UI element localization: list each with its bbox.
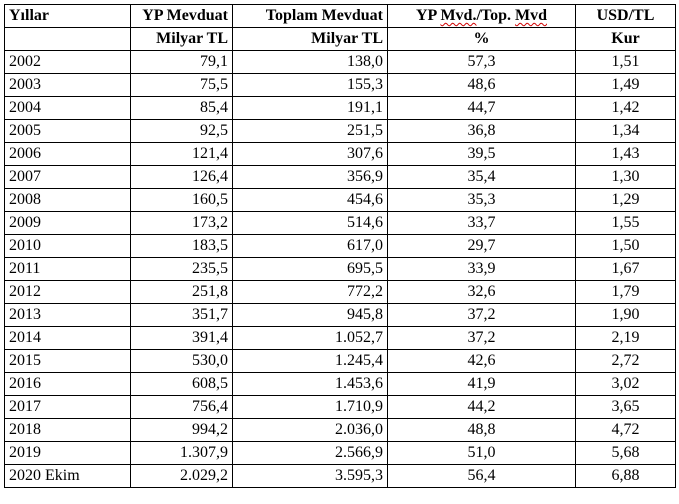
cell-usd-tl: 3,65: [576, 396, 676, 419]
table-row: [5, 189, 676, 212]
header-usd-tl: USD/TL: [576, 5, 676, 28]
cell-fx-ratio: 33,7: [388, 212, 576, 235]
cell-fx-deposit: 251,8: [131, 281, 233, 304]
cell-fx-deposit: 530,0: [131, 350, 233, 373]
unit-fx-ratio: %: [388, 28, 576, 51]
table-row: [5, 51, 676, 74]
cell-usd-tl: 2,19: [576, 327, 676, 350]
table-row: [5, 350, 676, 373]
cell-fx-deposit: 75,5: [131, 74, 233, 97]
cell-fx-deposit: 160,5: [131, 189, 233, 212]
header-fx-ratio-part4: Mvd: [515, 7, 547, 24]
cell-year: 2007: [5, 166, 131, 189]
deposit-table: [4, 4, 676, 488]
cell-year: 2016: [5, 373, 131, 396]
table-row: [5, 97, 676, 120]
cell-total-deposit: 1.245,4: [233, 350, 388, 373]
cell-fx-ratio: 51,0: [388, 442, 576, 465]
header-fx-deposit: YP Mevduat: [131, 5, 233, 28]
cell-fx-deposit: 79,1: [131, 51, 233, 74]
table-row: [5, 258, 676, 281]
cell-fx-ratio: 35,4: [388, 166, 576, 189]
cell-fx-ratio: 29,7: [388, 235, 576, 258]
cell-usd-tl: 1,49: [576, 74, 676, 97]
header-fx-ratio-part3: /Top.: [476, 7, 511, 24]
cell-year: 2004: [5, 97, 131, 120]
cell-total-deposit: 191,1: [233, 97, 388, 120]
table-row: [5, 143, 676, 166]
cell-year: 2002: [5, 51, 131, 74]
cell-fx-deposit: 994,2: [131, 419, 233, 442]
unit-usd-tl: Kur: [576, 28, 676, 51]
table-row: [5, 281, 676, 304]
cell-usd-tl: 4,72: [576, 419, 676, 442]
cell-year: 2014: [5, 327, 131, 350]
cell-fx-ratio: 42,6: [388, 350, 576, 373]
cell-usd-tl: 1,79: [576, 281, 676, 304]
cell-fx-ratio: 36,8: [388, 120, 576, 143]
cell-fx-deposit: 351,7: [131, 304, 233, 327]
cell-usd-tl: 5,68: [576, 442, 676, 465]
unit-years: [5, 28, 131, 51]
cell-fx-ratio: 32,6: [388, 281, 576, 304]
cell-total-deposit: 251,5: [233, 120, 388, 143]
table-row: [5, 373, 676, 396]
cell-year: 2008: [5, 189, 131, 212]
cell-usd-tl: 1,67: [576, 258, 676, 281]
table-row: [5, 327, 676, 350]
cell-total-deposit: 514,6: [233, 212, 388, 235]
table-row: [5, 465, 676, 488]
cell-year: 2012: [5, 281, 131, 304]
header-total-deposit: Toplam Mevduat: [233, 5, 388, 28]
cell-total-deposit: 617,0: [233, 235, 388, 258]
cell-fx-deposit: 608,5: [131, 373, 233, 396]
cell-usd-tl: 2,72: [576, 350, 676, 373]
cell-usd-tl: 1,51: [576, 51, 676, 74]
cell-fx-deposit: 92,5: [131, 120, 233, 143]
cell-usd-tl: 1,42: [576, 97, 676, 120]
cell-total-deposit: 1.710,9: [233, 396, 388, 419]
cell-year: 2003: [5, 74, 131, 97]
units-row: [5, 28, 676, 51]
cell-usd-tl: 1,29: [576, 189, 676, 212]
cell-fx-ratio: 37,2: [388, 304, 576, 327]
cell-fx-ratio: 56,4: [388, 465, 576, 488]
cell-fx-deposit: 173,2: [131, 212, 233, 235]
cell-fx-ratio: 57,3: [388, 51, 576, 74]
cell-year: 2019: [5, 442, 131, 465]
cell-usd-tl: 3,02: [576, 373, 676, 396]
cell-total-deposit: 155,3: [233, 74, 388, 97]
cell-year: 2005: [5, 120, 131, 143]
cell-total-deposit: 356,9: [233, 166, 388, 189]
cell-fx-deposit: 391,4: [131, 327, 233, 350]
table-row: [5, 166, 676, 189]
cell-year: 2009: [5, 212, 131, 235]
cell-fx-ratio: 44,2: [388, 396, 576, 419]
cell-total-deposit: 772,2: [233, 281, 388, 304]
header-row: [5, 5, 676, 28]
cell-total-deposit: 1.052,7: [233, 327, 388, 350]
cell-year: 2018: [5, 419, 131, 442]
cell-year: 2011: [5, 258, 131, 281]
cell-usd-tl: 6,88: [576, 465, 676, 488]
cell-fx-ratio: 33,9: [388, 258, 576, 281]
cell-total-deposit: 454,6: [233, 189, 388, 212]
cell-total-deposit: 695,5: [233, 258, 388, 281]
cell-fx-deposit: 121,4: [131, 143, 233, 166]
cell-total-deposit: 2.036,0: [233, 419, 388, 442]
cell-usd-tl: 1,43: [576, 143, 676, 166]
unit-fx-deposit: Milyar TL: [131, 28, 233, 51]
unit-total-deposit: Milyar TL: [233, 28, 388, 51]
cell-total-deposit: 138,0: [233, 51, 388, 74]
cell-fx-deposit: 235,5: [131, 258, 233, 281]
table-row: [5, 212, 676, 235]
cell-fx-deposit: 1.307,9: [131, 442, 233, 465]
cell-year: 2010: [5, 235, 131, 258]
cell-total-deposit: 945,8: [233, 304, 388, 327]
cell-usd-tl: 1,90: [576, 304, 676, 327]
cell-year: 2020 Ekim: [5, 465, 131, 488]
cell-total-deposit: 2.566,9: [233, 442, 388, 465]
cell-fx-ratio: 39,5: [388, 143, 576, 166]
table-body: [5, 51, 676, 488]
header-fx-ratio-part1: YP: [416, 7, 437, 24]
cell-year: 2006: [5, 143, 131, 166]
cell-fx-ratio: 44,7: [388, 97, 576, 120]
cell-year: 2017: [5, 396, 131, 419]
cell-fx-deposit: 126,4: [131, 166, 233, 189]
header-fx-ratio: [388, 5, 576, 28]
cell-year: 2013: [5, 304, 131, 327]
cell-fx-deposit: 2.029,2: [131, 465, 233, 488]
table-row: [5, 304, 676, 327]
table-row: [5, 419, 676, 442]
cell-usd-tl: 1,34: [576, 120, 676, 143]
cell-fx-deposit: 85,4: [131, 97, 233, 120]
header-years: Yıllar: [5, 5, 131, 28]
cell-usd-tl: 1,30: [576, 166, 676, 189]
cell-usd-tl: 1,55: [576, 212, 676, 235]
cell-fx-deposit: 756,4: [131, 396, 233, 419]
cell-fx-ratio: 37,2: [388, 327, 576, 350]
cell-fx-ratio: 48,6: [388, 74, 576, 97]
cell-fx-deposit: 183,5: [131, 235, 233, 258]
cell-usd-tl: 1,50: [576, 235, 676, 258]
cell-fx-ratio: 48,8: [388, 419, 576, 442]
cell-total-deposit: 3.595,3: [233, 465, 388, 488]
header-fx-ratio-part2: Mvd.: [440, 7, 477, 24]
cell-total-deposit: 307,6: [233, 143, 388, 166]
cell-total-deposit: 1.453,6: [233, 373, 388, 396]
table-row: [5, 396, 676, 419]
table-row: [5, 74, 676, 97]
cell-fx-ratio: 35,3: [388, 189, 576, 212]
table-row: [5, 235, 676, 258]
table-row: [5, 120, 676, 143]
cell-fx-ratio: 41,9: [388, 373, 576, 396]
cell-year: 2015: [5, 350, 131, 373]
table-row: [5, 442, 676, 465]
